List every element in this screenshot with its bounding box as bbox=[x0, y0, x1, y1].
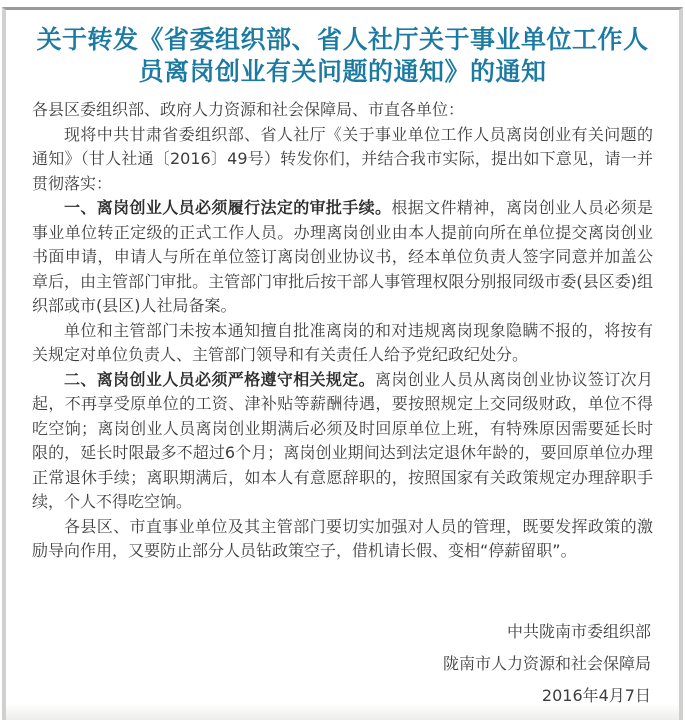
paragraph-text: 单位和主管部门未按本通知擅自批准离岗的和对违规离岗现象隐瞒不报的，将按有关规定对单位负责人、主管部门领导和有关责任人给予党纪政纪处分。 bbox=[32, 320, 653, 364]
signature-org-2: 陇南市人力资源和社会保障局 bbox=[442, 653, 651, 673]
signature-date: 2016年4月7日 bbox=[541, 685, 651, 705]
document-body bbox=[32, 98, 653, 564]
document-page bbox=[2, 7, 683, 720]
document-title: 关于转发《省委组织部、省人社厅关于事业单位工作人员离岗创业有关问题的通知》的通知 bbox=[36, 25, 649, 86]
paragraph-bold-lead: 一、离岗创业人员必须履行法定的审批手续。 bbox=[64, 198, 392, 217]
body-paragraph bbox=[32, 319, 653, 368]
signature-block bbox=[6, 616, 651, 712]
paragraph-container bbox=[32, 123, 653, 564]
body-paragraph bbox=[32, 196, 653, 319]
paragraph-text: 现将中共甘肃省委组织部、省人社厅《关于事业单位工作人员离岗创业有关问题的通知》（甘人社通〔2016〕49号）转发你们，并结合我市实际，提出如下意见，请一并贯彻落实： bbox=[32, 124, 653, 193]
body-paragraph bbox=[32, 368, 653, 515]
salutation-line: 各县区委组织部、政府人力资源和社会保障局、市直各单位： bbox=[32, 100, 465, 119]
body-paragraph bbox=[32, 123, 653, 197]
signature-org-1: 中共陇南市委组织部 bbox=[506, 621, 651, 641]
paragraph-bold-lead: 二、离岗创业人员必须严格遵守相关规定。 bbox=[64, 369, 376, 389]
paragraph-text: 根据文件精神，离岗创业人员必须是事业单位转正定级的正式工作人员。办理离岗创业由本人提前向所在单位提交离岗创业书面申请，申请人与所在单位签订离岗创业协议书，经本单位负责人签字同意并加盖公章后，由主管部门审批。主管部门审批后按干部人事管理权限分别报同级市委(县区委)组织部或市(县区)人社局备案。 bbox=[32, 198, 653, 315]
paragraph-text: 各县区、市直事业单位及其主管部门要切实加强对人员的管理，既要发挥政策的激励导向作用，又要防止部分人员钻政策空子，借机请长假、变相“停薪留职”。 bbox=[32, 516, 653, 560]
body-paragraph bbox=[32, 515, 653, 564]
paragraph-text: 离岗创业人员从离岗创业协议签订次月起，不再享受原单位的工资、津补贴等薪酬待遇，要按照规定上交同级财政，单位不得吃空饷；离岗创业人员离岗创业期满后必须及时回原单位上班，有特殊原因需要延长时限的，延长时限最多不超过6个月；离岗创业期间达到法定退休年龄的，要回原单位办理正常退休手续；离职期满后，如本人有意愿辞职的，按照国家有关政策规定办理辞职手续，个人不得吃空饷。 bbox=[32, 369, 653, 511]
